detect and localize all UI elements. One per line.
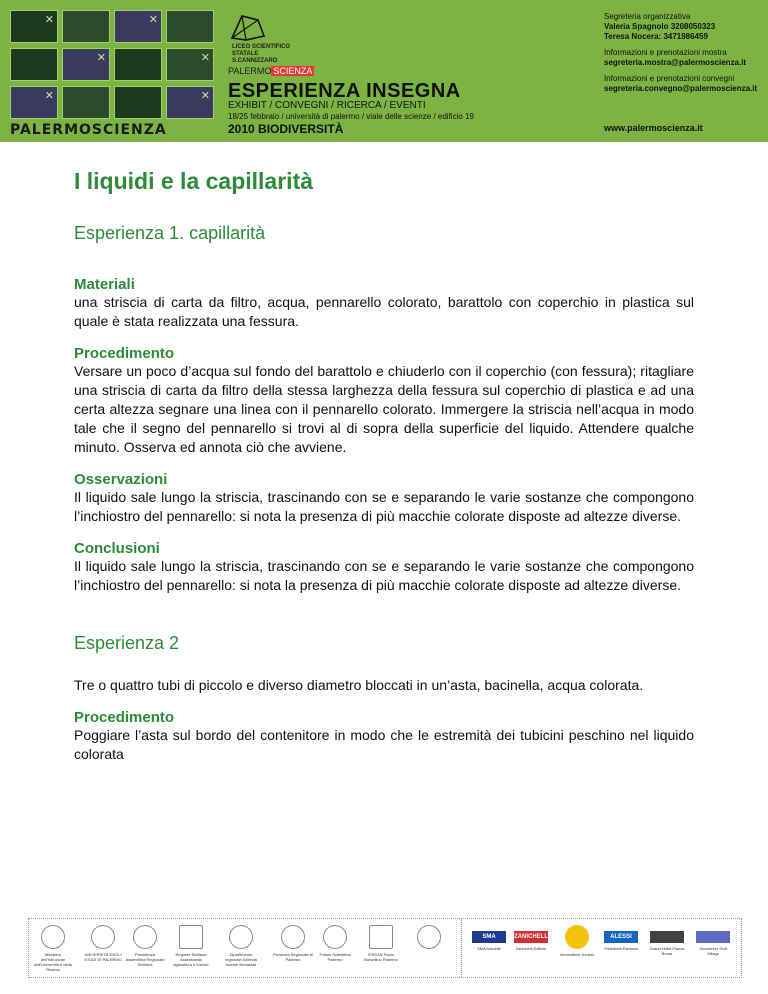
mosaic-tile	[114, 86, 162, 119]
mosaic-tile	[10, 48, 58, 81]
website-link[interactable]: www.palermoscienza.it	[604, 123, 703, 133]
document-body	[74, 168, 694, 764]
event-title: ESPERIENZA INSEGNA	[228, 80, 461, 102]
osservazioni-heading: Osservazioni	[74, 471, 168, 488]
materiali-text: una striscia di carta da filtro, acqua, pennarello colorato, barattolo con coperchio in plastica sul quale è stata realizzata una fessura.	[74, 294, 694, 329]
mosaic-tile	[62, 86, 110, 119]
header-banner	[0, 0, 768, 142]
osservazioni-text: Il liquido sale lungo la striscia, trascinando con se e separando le varie sostanze che compongono l’inchiostro del pennarello: si nota la presenza di più macchie colorate disposte ad altezze diverse.	[74, 489, 694, 524]
mostra-email[interactable]: segreteria.mostra@palermoscienza.it	[604, 58, 747, 67]
document-title: I liquidi e la capillarità	[74, 168, 314, 194]
palermoscienza-small	[228, 66, 314, 76]
procedimento2-heading: Procedimento	[74, 709, 175, 726]
sponsor-logo: Polisis Scientifica Palermo	[315, 925, 355, 962]
sponsor-logo: UNIVERSITÀ DEGLI STUDI DI PALERMO	[83, 925, 123, 962]
conclusioni-text: Il liquido sale lungo la striscia, trascinando con se e separando le varie sostanze che compongono l’inchiostro del pennarello: si nota la presenza di più macchie colorate disposte ad altezze diverse.	[74, 558, 694, 593]
mosaic-tile: ✕	[166, 86, 214, 119]
ps-suffix: SCIENZA	[273, 66, 313, 76]
mosaic-tile: ✕	[62, 48, 110, 81]
sponsor-logo-alessi: ALESSI Pubblicità Estrema	[601, 925, 641, 951]
mosaic-tile: ✕	[10, 10, 58, 43]
seg-name-1: Valeria Spagnolo 3208050323	[604, 22, 716, 31]
seg-label: Segreteria organizzativa	[604, 12, 691, 21]
palermoscienza-logo-text: PALERMOSCIENZA	[10, 122, 167, 138]
mosaic-tile	[62, 10, 110, 43]
sponsor-logo-sunseeker: Sunseeker Gulf Village	[693, 925, 733, 956]
sponsor-logo: Dipartimento regionale Azienda foreste demaniali	[221, 925, 261, 967]
sponsor-logo-sma: SMA SMA Autobile	[469, 925, 509, 951]
header-mosaic	[10, 10, 220, 122]
sponsor-logo	[409, 925, 449, 952]
sponsor-logo-grandhotel: Grand Hotel Piazza Borsa	[647, 925, 687, 956]
exp2-text: Tre o quattro tubi di piccolo e diverso diametro bloccati in un’asta, bacinella, acqua colorata.	[74, 677, 644, 693]
event-dates: 18/25 febbraio / università di palermo / viale delle scienze / edificio 19	[228, 112, 474, 121]
sponsor-logo: IPSSAR Paolo Borsellino Palermo	[361, 925, 401, 962]
mosaic-tile: ✕	[166, 48, 214, 81]
sponsor-logo: Ministero dell'Istruzione dell'Università e della Ricerca	[33, 925, 73, 972]
convegni-label: Informazioni e prenotazioni convegni	[604, 74, 735, 83]
exp1-title: Esperienza 1. capillarità	[74, 223, 266, 243]
mosaic-tile	[166, 10, 214, 43]
mosaic-tile	[114, 48, 162, 81]
sponsor-logo-zanichelli: ZANICHELLI Zanichelli Editore	[511, 925, 551, 951]
procedimento-text: Versare un poco d’acqua sul fondo del barattolo e chiuderlo con il coperchio (con fessura); ritagliare una striscia di carta da filtro della stessa larghezza della fessura sul coperchio di plastica e ad una certa altezza segnare una linea con il pennarello colorato. Immergere la striscia nell’acqua in modo tale che il segno del pennarello si trovi al di sopra della superficie del liquido. Attendere qualche minuto. Osserva ed annota ciò che avviene.	[74, 363, 694, 455]
conclusioni-heading: Conclusioni	[74, 540, 160, 557]
seg-name-2: Teresa Nocera: 3471986459	[604, 32, 708, 41]
convegni-email[interactable]: segreteria.convegno@palermoscienza.it	[604, 84, 758, 93]
sponsor-logo-veronafiere: Veronafiere Juniors	[557, 925, 597, 957]
liceo-name: LICEO SCIENTIFICO STATALE S.CANNIZZARO	[232, 44, 291, 64]
procedimento2-text: Poggiare l’asta sul bordo del contenitore in modo che le estremità dei tubicini peschino nel liquido colorata	[74, 727, 694, 762]
mosaic-tile: ✕	[114, 10, 162, 43]
sponsor-logo: Regione Siciliana Assessorato agricoltura e foreste	[171, 925, 211, 967]
procedimento-heading: Procedimento	[74, 345, 175, 362]
sponsor-logo: Presidenza Assemblea Regionale Siciliana	[125, 925, 165, 967]
event-subtitle: EXHIBIT / CONVEGNI / RICERCA / EVENTI	[228, 100, 426, 111]
event-year: 2010 BIODIVERSITÀ	[228, 122, 344, 136]
materiali-heading: Materiali	[74, 276, 135, 293]
ps-prefix: PALERMO	[228, 66, 272, 76]
liceo-logo-icon	[228, 12, 268, 42]
sponsor-logos	[28, 918, 742, 978]
exp2-title: Esperienza 2	[74, 633, 180, 653]
sponsor-logo: Provincia Regionale di Palermo	[273, 925, 313, 962]
contacts-block	[604, 12, 764, 94]
mostra-label: Informazioni e prenotazioni mostra	[604, 48, 727, 57]
mosaic-tile: ✕	[10, 86, 58, 119]
